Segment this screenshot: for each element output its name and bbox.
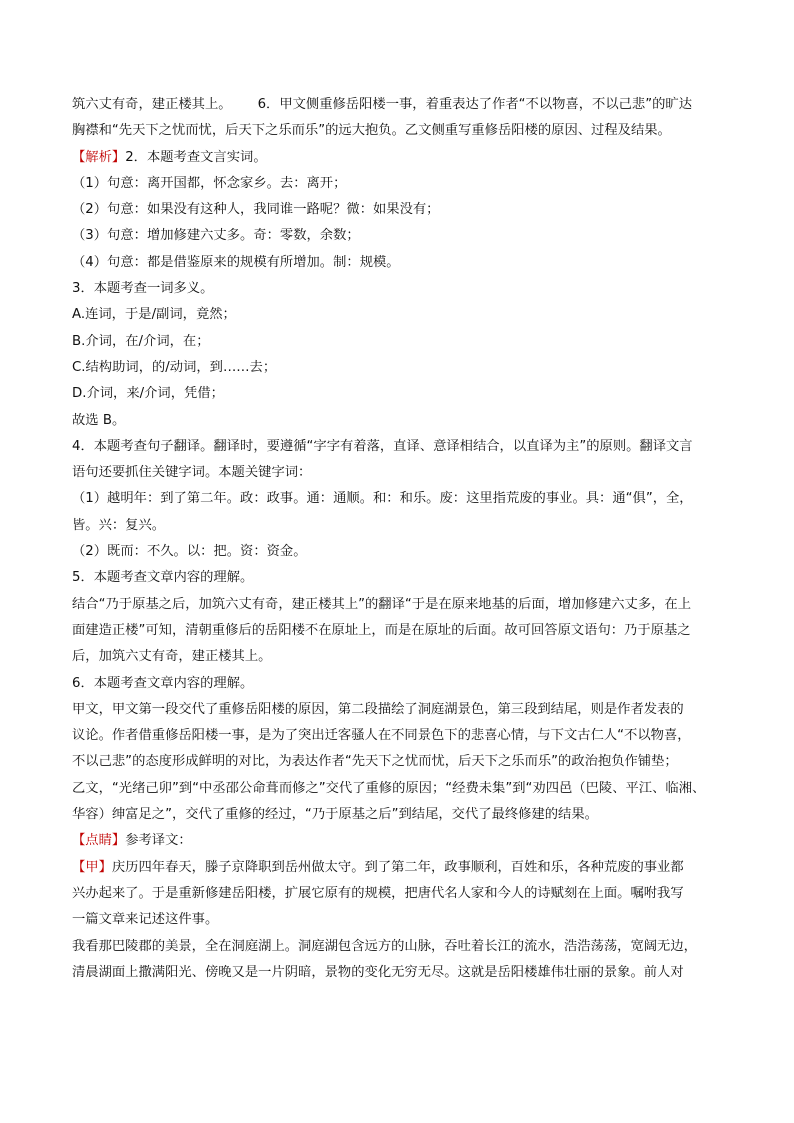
text-line: 【甲】庆历四年春天，滕子京降职到岳州做太守。到了第二年，政事顺利，百姓和乐，各种荒废的事业都 <box>72 859 684 875</box>
text-line: 6．本题考查文章内容的理解。 <box>72 675 254 691</box>
text-line: 面建造正楼”可知，清朝重修后的岳阳楼不在原址上，而是在原址的后面。故可回答原文语句：乃于原基之 <box>72 622 691 638</box>
text-line: 【点睛】参考译文： <box>72 833 192 849</box>
text-line: C.结构助词，的/动词，到……去； <box>72 359 277 375</box>
text-line: 5．本题考查文章内容的理解。 <box>72 570 254 586</box>
text-line: 甲文，甲文第一段交代了重修岳阳楼的原因，第二段描绘了洞庭湖景色，第三段到结尾，则是作者发表的 <box>72 701 684 717</box>
text-line: 筑六丈有奇，建正楼其上。 6．甲文侧重修岳阳楼一事，着重表达了作者“不以物喜，不以己悲”的旷达 <box>72 97 693 112</box>
text-line: 一篇文章来记述这件事。 <box>72 912 219 928</box>
text-line: 华容）绅富足之”，交代了重修的经过，“乃于原基之后”到结尾，交代了最终修建的结果。 <box>72 807 598 823</box>
text-line: B.介词，在/介词，在； <box>72 333 210 349</box>
text-line: 我看那巴陵郡的美景，全在洞庭湖上。洞庭湖包含远方的山脉，吞吐着长江的流水，浩浩荡荡，宽阔无边， <box>72 938 697 954</box>
text-line: 兴办起来了。于是重新修建岳阳楼，扩展它原有的规模，把唐代名人家和今人的诗赋刻在上面。嘱咐我写 <box>72 885 684 901</box>
text-line: 4．本题考查句子翻译。翻译时，要遵循“字字有着落，直译、意译相结合，以直译为主”的原则。翻译文言 <box>72 438 693 454</box>
text-line: （2）句意：如果没有这种人，我同谁一路呢？微：如果没有； <box>72 202 440 218</box>
text-line: （2）既而：不久。以：把。资：资金。 <box>72 544 307 560</box>
text-line: （1）越明年：到了第二年。政：政事。通：通顺。和：和乐。废：这里指荒废的事业。具：通“俱”，全， <box>72 491 693 507</box>
text-line: 乙文，“光绪己卯”到“中丞邵公命葺而修之”交代了重修的原因；“经费未集”到“劝四邑（巴陵、平江、临湘、 <box>72 780 706 796</box>
document-page <box>72 92 722 986</box>
text-line: 不以己悲”的态度形成鲜明的对比，为表达作者“先天下之忧而忧，后天下之乐而乐”的政治抱负作铺垫； <box>72 754 678 770</box>
text-line: 清晨湖面上撒满阳光、傍晚又是一片阴暗，景物的变化无穷无尽。这就是岳阳楼雄伟壮丽的景象。前人对 <box>72 964 684 980</box>
analysis-tag: 【解析】 <box>72 149 126 165</box>
text-line: A.连词，于是/副词，竟然； <box>72 307 236 323</box>
text-line: 后，加筑六丈有奇，建正楼其上。 <box>72 649 272 665</box>
text-line: 故选 B。 <box>72 412 126 428</box>
text-line: 胸襟和“先天下之忧而忧，后天下之乐而乐”的远大抱负。乙文侧重写重修岳阳楼的原因、过程及结果。 <box>72 123 671 139</box>
note-tag: 【点睛】 <box>72 833 126 849</box>
text-line: （4）句意：都是借鉴原来的规模有所增加。制：规模。 <box>72 254 400 270</box>
text-line: 议论。作者借重修岳阳楼一事，是为了突出迁客骚人在不同景色下的悲喜心情，与下文古仁人“不以物喜， <box>72 728 691 744</box>
text-line: （1）句意：离开国都，怀念家乡。去：离开； <box>72 175 347 191</box>
text-line: 结合“乃于原基之后，加筑六丈有奇，建正楼其上”的翻译“于是在原来地基的后面，增加修建六丈多，在上 <box>72 596 692 612</box>
text-line: 皆。兴：复兴。 <box>72 517 166 533</box>
text-line: 3．本题考查一词多义。 <box>72 281 214 297</box>
text-line: （3）句意：增加修建六丈多。奇：零数，余数； <box>72 228 360 244</box>
jia-tag: 【甲】 <box>72 859 112 875</box>
text-line: D.介词，来/介词，凭借； <box>72 386 224 402</box>
text-line: 语句还要抓住关键字词。本题关键字词： <box>72 465 312 481</box>
text-line: 【解析】2．本题考查文言实词。 <box>72 149 267 165</box>
